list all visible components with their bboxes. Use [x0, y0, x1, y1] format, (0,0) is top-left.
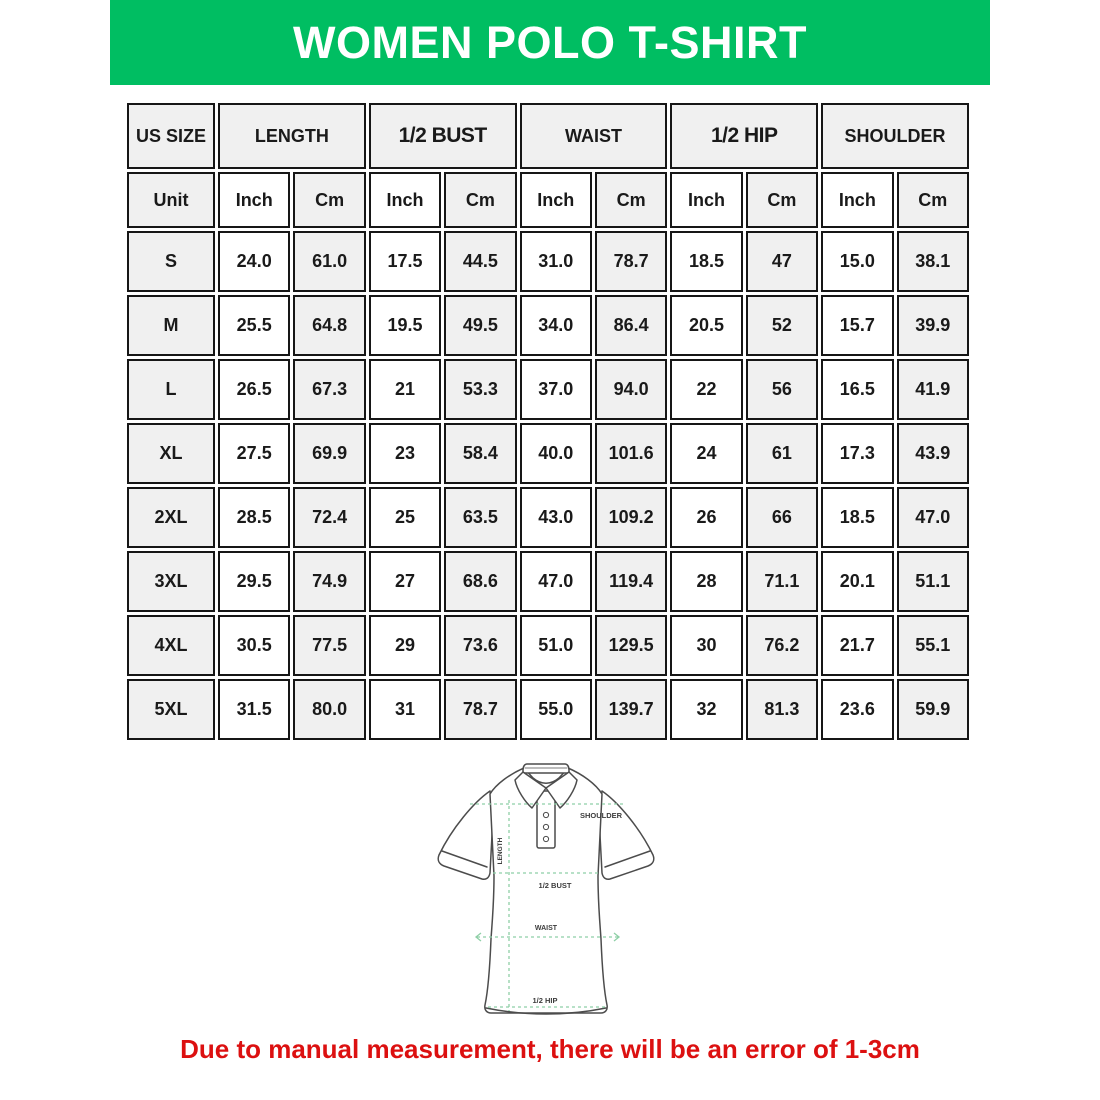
unit-cell: Cm: [897, 172, 969, 228]
value-cell: 29.5: [218, 551, 290, 612]
value-cell: 80.0: [293, 679, 365, 740]
unit-cell: Inch: [520, 172, 592, 228]
value-cell: 68.6: [444, 551, 516, 612]
value-cell: 17.3: [821, 423, 893, 484]
value-cell: 109.2: [595, 487, 667, 548]
value-cell: 43.9: [897, 423, 969, 484]
header-half-hip: 1/2 HIP: [670, 103, 818, 169]
page-title: WOMEN POLO T-SHIRT: [293, 16, 807, 68]
size-label-cell: 5XL: [127, 679, 215, 740]
unit-cell: Unit: [127, 172, 215, 228]
value-cell: 66: [746, 487, 818, 548]
measurement-disclaimer: Due to manual measurement, there will be an error of 1-3cm: [180, 1034, 920, 1064]
bust-label: 1/2 BUST: [538, 881, 572, 890]
value-cell: 24: [670, 423, 742, 484]
value-cell: 23: [369, 423, 441, 484]
header-us-size: US SIZE: [127, 103, 215, 169]
value-cell: 69.9: [293, 423, 365, 484]
value-cell: 73.6: [444, 615, 516, 676]
value-cell: 47.0: [897, 487, 969, 548]
shoulder-label: SHOULDER: [579, 811, 623, 820]
value-cell: 25: [369, 487, 441, 548]
value-cell: 28.5: [218, 487, 290, 548]
value-cell: 17.5: [369, 231, 441, 292]
value-cell: 27.5: [218, 423, 290, 484]
table-row: [127, 231, 969, 292]
value-cell: 53.3: [444, 359, 516, 420]
size-label-cell: 3XL: [127, 551, 215, 612]
value-cell: 51.1: [897, 551, 969, 612]
value-cell: 61.0: [293, 231, 365, 292]
value-cell: 26.5: [218, 359, 290, 420]
value-cell: 101.6: [595, 423, 667, 484]
size-label-cell: 4XL: [127, 615, 215, 676]
value-cell: 38.1: [897, 231, 969, 292]
waist-label: WAIST: [534, 925, 558, 932]
value-cell: 29: [369, 615, 441, 676]
value-cell: 86.4: [595, 295, 667, 356]
value-cell: 15.7: [821, 295, 893, 356]
header-shoulder: SHOULDER: [821, 103, 969, 169]
table-row: [127, 615, 969, 676]
size-label-cell: L: [127, 359, 215, 420]
value-cell: 51.0: [520, 615, 592, 676]
value-cell: 19.5: [369, 295, 441, 356]
value-cell: 31.5: [218, 679, 290, 740]
value-cell: 78.7: [444, 679, 516, 740]
value-cell: 18.5: [670, 231, 742, 292]
unit-cell: Cm: [746, 172, 818, 228]
table-row: [127, 359, 969, 420]
size-label-cell: S: [127, 231, 215, 292]
value-cell: 41.9: [897, 359, 969, 420]
value-cell: 16.5: [821, 359, 893, 420]
value-cell: 47: [746, 231, 818, 292]
value-cell: 67.3: [293, 359, 365, 420]
value-cell: 37.0: [520, 359, 592, 420]
value-cell: 31.0: [520, 231, 592, 292]
value-cell: 64.8: [293, 295, 365, 356]
value-cell: 81.3: [746, 679, 818, 740]
value-cell: 40.0: [520, 423, 592, 484]
polo-shirt-diagram: [430, 758, 670, 1030]
table-row: [127, 295, 969, 356]
value-cell: 27: [369, 551, 441, 612]
value-cell: 32: [670, 679, 742, 740]
unit-cell: Inch: [369, 172, 441, 228]
value-cell: 71.1: [746, 551, 818, 612]
value-cell: 20.1: [821, 551, 893, 612]
size-chart-table: [124, 100, 972, 743]
value-cell: 129.5: [595, 615, 667, 676]
value-cell: 52: [746, 295, 818, 356]
unit-cell: Cm: [444, 172, 516, 228]
header-length: LENGTH: [218, 103, 366, 169]
table-row: [127, 551, 969, 612]
value-cell: 61: [746, 423, 818, 484]
collar-band: [523, 764, 569, 773]
value-cell: 21: [369, 359, 441, 420]
value-cell: 31: [369, 679, 441, 740]
size-table-body: [127, 231, 969, 740]
value-cell: 49.5: [444, 295, 516, 356]
value-cell: 58.4: [444, 423, 516, 484]
value-cell: 63.5: [444, 487, 516, 548]
value-cell: 55.1: [897, 615, 969, 676]
value-cell: 59.9: [897, 679, 969, 740]
button: [543, 836, 548, 841]
value-cell: 39.9: [897, 295, 969, 356]
value-cell: 47.0: [520, 551, 592, 612]
value-cell: 119.4: [595, 551, 667, 612]
value-cell: 72.4: [293, 487, 365, 548]
table-row: [127, 679, 969, 740]
value-cell: 18.5: [821, 487, 893, 548]
value-cell: 74.9: [293, 551, 365, 612]
header-row: [127, 103, 969, 169]
unit-cell: Inch: [218, 172, 290, 228]
value-cell: 77.5: [293, 615, 365, 676]
value-cell: 44.5: [444, 231, 516, 292]
unit-cell: Cm: [595, 172, 667, 228]
title-banner: [110, 0, 990, 85]
value-cell: 21.7: [821, 615, 893, 676]
value-cell: 22: [670, 359, 742, 420]
value-cell: 24.0: [218, 231, 290, 292]
unit-cell: Inch: [821, 172, 893, 228]
value-cell: 23.6: [821, 679, 893, 740]
button: [543, 824, 548, 829]
value-cell: 76.2: [746, 615, 818, 676]
value-cell: 26: [670, 487, 742, 548]
value-cell: 15.0: [821, 231, 893, 292]
value-cell: 56: [746, 359, 818, 420]
hip-label: 1/2 HIP: [532, 996, 558, 1005]
unit-row: [127, 172, 969, 228]
size-label-cell: 2XL: [127, 487, 215, 548]
value-cell: 30.5: [218, 615, 290, 676]
value-cell: 94.0: [595, 359, 667, 420]
unit-cell: Cm: [293, 172, 365, 228]
value-cell: 43.0: [520, 487, 592, 548]
size-label-cell: XL: [127, 423, 215, 484]
header-waist: WAIST: [520, 103, 668, 169]
header-half-bust: 1/2 BUST: [369, 103, 517, 169]
value-cell: 78.7: [595, 231, 667, 292]
value-cell: 139.7: [595, 679, 667, 740]
length-label: LENGTH: [497, 837, 504, 865]
table-row: [127, 423, 969, 484]
size-label-cell: M: [127, 295, 215, 356]
value-cell: 28: [670, 551, 742, 612]
value-cell: 30: [670, 615, 742, 676]
value-cell: 25.5: [218, 295, 290, 356]
value-cell: 20.5: [670, 295, 742, 356]
unit-cell: Inch: [670, 172, 742, 228]
button: [543, 812, 548, 817]
value-cell: 34.0: [520, 295, 592, 356]
value-cell: 55.0: [520, 679, 592, 740]
table-row: [127, 487, 969, 548]
